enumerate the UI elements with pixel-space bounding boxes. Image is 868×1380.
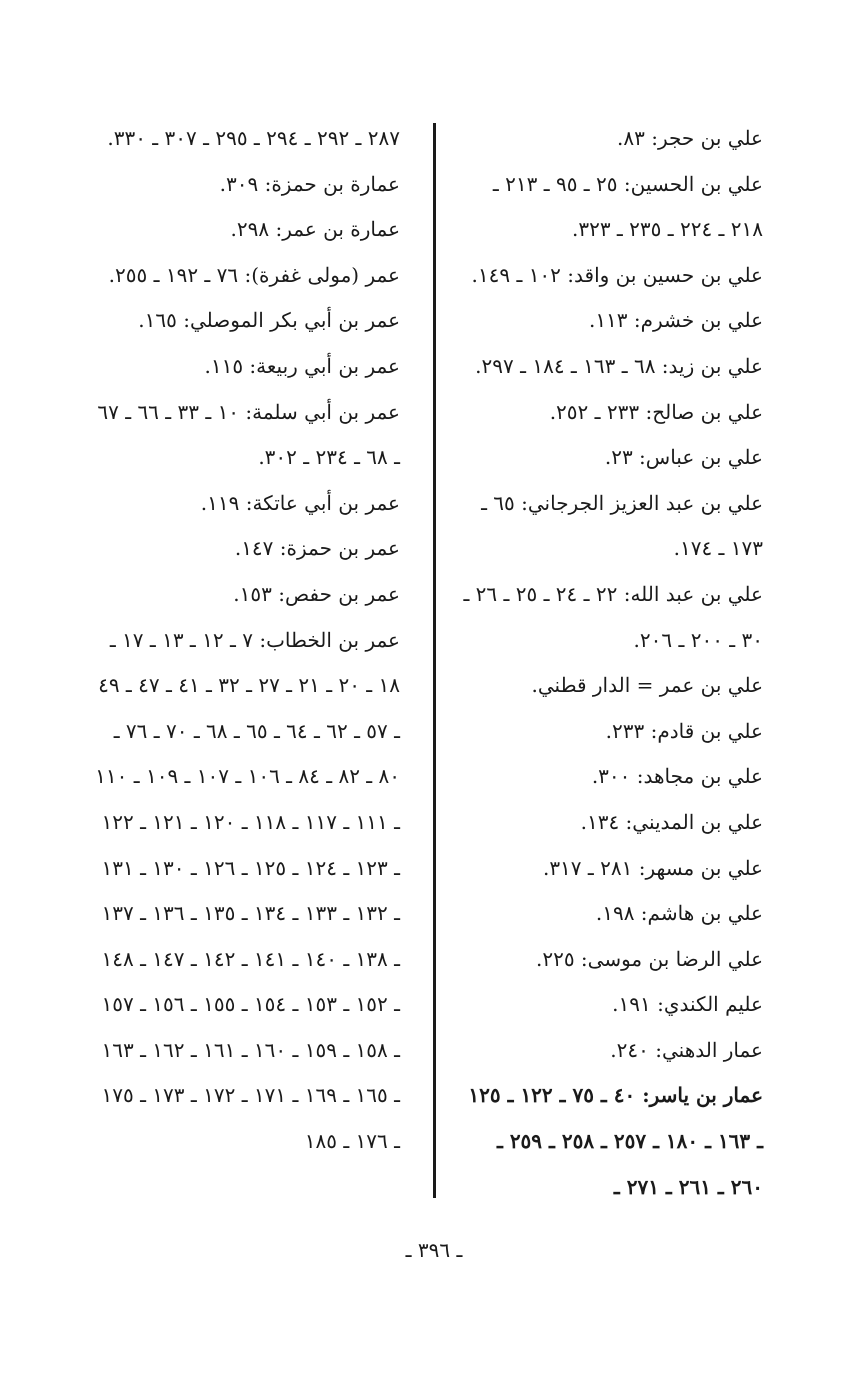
index-entry: علي بن خشرم: ١١٣. [588, 308, 763, 333]
index-entry: علي بن عبد الله: ٢٢ ـ ٢٤ ـ ٢٥ ـ ٢٦ ـ ٣٠ ـ ٢٠٠ ـ ٢٠٦. [463, 581, 763, 652]
index-entry: علي بن عباس: ٢٣. [604, 445, 763, 470]
index-entry: عمر بن حمزة: ١٤٧. [234, 536, 400, 561]
index-column-left [90, 116, 400, 1165]
index-entry: عمر بن أبي بكر الموصلي: ١٦٥. [138, 308, 400, 333]
index-entry: عمر بن أبي سلمة: ١٠ ـ ٣٣ ـ ٦٦ ـ ٦٧ ـ ٦٨ ـ ٢٣٤ ـ ٣٠٢. [97, 399, 400, 470]
index-entry: علي بن مجاهد: ٣٠٠. [591, 764, 763, 789]
index-entry: عمارة بن حمزة: ٣٠٩. [219, 171, 400, 196]
index-entry: علي بن قادم: ٢٣٣. [605, 718, 763, 743]
index-entry: عمر بن أبي عاتكة: ١١٩. [200, 490, 400, 515]
index-entry: ٢٨٧ ـ ٢٩٢ ـ ٢٩٤ ـ ٢٩٥ ـ ٣٠٧ ـ ٣٣٠. [107, 126, 400, 150]
index-entry: عمر بن أبي ربيعة: ١١٥. [204, 353, 400, 378]
index-entry: عمارة بن عمر: ٢٩٨. [230, 217, 400, 242]
index-entry: علي بن عمر = الدار قطني. [531, 673, 763, 698]
index-entry: علي بن حجر: ٨٣. [617, 126, 763, 150]
index-entry: علي بن عبد العزيز الجرجاني: ٦٥ ـ ١٧٣ ـ ١٧٤. [481, 490, 763, 561]
index-entry: عمر بن الخطاب: ٧ ـ ١٢ ـ ١٣ ـ ١٧ ـ ١٨ ـ ٢٠ ـ ٢١ ـ ٢٧ ـ ٣٢ ـ ٤١ ـ ٤٧ ـ ٤٩ ـ ٥٧ ـ ٦٢ ـ ٦٤ ـ ٦٥ ـ ٦٨ ـ ٧٠ ـ ٧٦ ـ ٨٠ ـ ٨٢ ـ ٨٤ ـ ١٠٦ ـ ١٠٧ ـ ١٠٩ ـ ١١٠ ـ ١١١ ـ ١١٧ ـ ١١٨ ـ ١٢٠ ـ ١٢١ ـ ١٢٢ ـ ١٢٣ ـ ١٢٤ ـ ١٢٥ ـ ١٢٦ ـ ١٣٠ ـ ١٣١ ـ ١٣٢ ـ ١٣٣ ـ ١٣٤ ـ ١٣٥ ـ ١٣٦ ـ ١٣٧ ـ ١٣٨ ـ ١٤٠ ـ ١٤١ ـ ١٤٢ ـ ١٤٧ ـ ١٤٨ ـ ١٥٢ ـ ١٥٣ ـ ١٥٤ ـ ١٥٥ ـ ١٥٦ ـ ١٥٧ ـ ١٥٨ ـ ١٥٩ ـ ١٦٠ ـ ١٦١ ـ ١٦٢ ـ ١٦٣ ـ ١٦٥ ـ ١٦٩ ـ ١٧١ ـ ١٧٢ ـ ١٧٣ ـ ١٧٥ ـ ١٧٦ ـ ١٨٥ [95, 627, 400, 1154]
index-entry: عليم الكندي: ١٩١. [612, 992, 763, 1017]
index-entry: عمار الدهني: ٢٤٠. [610, 1037, 763, 1062]
index-entry: علي بن مسهر: ٢٨١ ـ ٣١٧. [542, 855, 763, 880]
column-divider [433, 123, 436, 1198]
index-entry: علي بن المديني: ١٣٤. [580, 809, 763, 834]
index-entry: علي بن صالح: ٢٣٣ ـ ٢٥٢. [549, 399, 763, 424]
index-entry: علي بن حسين بن واقد: ١٠٢ ـ ١٤٩. [471, 262, 763, 287]
index-entry: علي بن الحسين: ٢٥ ـ ٩٥ ـ ٢١٣ ـ ٢١٨ ـ ٢٢٤ ـ ٢٣٥ ـ ٣٢٣. [492, 171, 763, 242]
index-entry-bold: عمار بن ياسر: ٤٠ ـ ٧٥ ـ ١٢٢ ـ ١٢٥ ـ ١٦٣ ـ ١٨٠ ـ ٢٥٧ ـ ٢٥٨ ـ ٢٥٩ ـ ٢٦٠ ـ ٢٦١ ـ ٢٧١ ـ [468, 1083, 763, 1199]
index-entry: علي بن هاشم: ١٩٨. [595, 901, 763, 926]
index-entry: عمر (مولى غفرة): ٧٦ ـ ١٩٢ ـ ٢٥٥. [108, 262, 400, 287]
index-entry: علي بن زيد: ٦٨ ـ ١٦٣ ـ ١٨٤ ـ ٢٩٧. [475, 353, 763, 378]
index-entry: علي الرضا بن موسى: ٢٢٥. [535, 946, 763, 971]
page-number: ـ ٣٩٦ ـ [405, 1238, 463, 1262]
index-column-right [458, 116, 763, 1210]
index-entry: عمر بن حفص: ١٥٣. [233, 581, 400, 606]
